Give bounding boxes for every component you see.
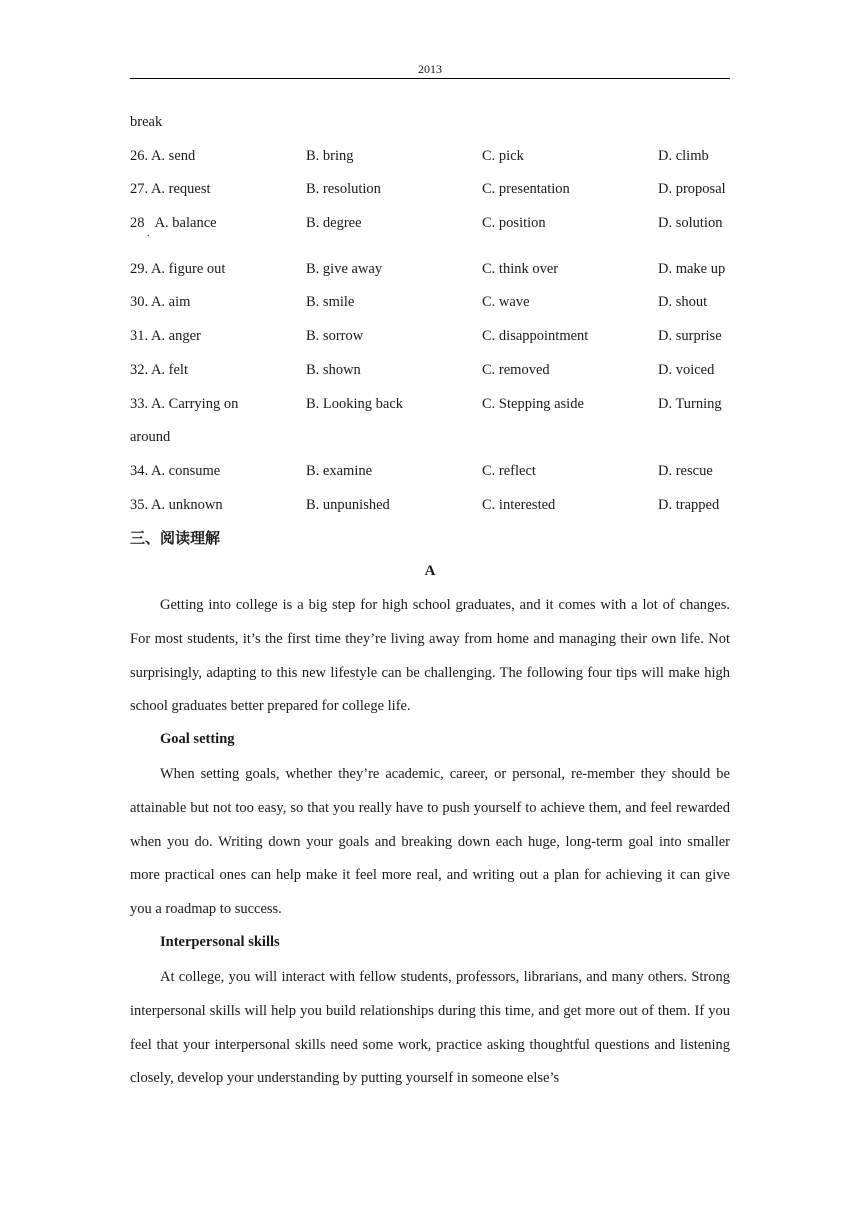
stray-dot-mark: . xyxy=(147,228,150,239)
option-d: D. make up xyxy=(658,261,726,277)
option-c: C. reflect xyxy=(482,463,536,479)
heading-interpersonal-skills: Interpersonal skills xyxy=(160,934,280,950)
question-number-option-a: 33. A. Carrying on xyxy=(130,396,239,412)
question-wrap-line: around xyxy=(130,429,171,445)
option-d: D. climb xyxy=(658,148,709,164)
option-b: B. shown xyxy=(306,362,361,378)
option-c: C. disappointment xyxy=(482,328,589,344)
option-b: B. give away xyxy=(306,261,383,277)
question-number-option-a: 31. A. anger xyxy=(130,328,201,344)
option-c: C. think over xyxy=(482,261,559,277)
option-b: B. degree xyxy=(306,215,362,231)
goal-setting-paragraph: When setting goals, whether they’re academic, career, or personal, re-member they should be attainable but not too easy, so that you really have to push yourself to achieve them, and feel rewarded when you do. Writing down your goals and breaking down each huge, long-term goal into smaller more practical ones can help make it feel more real, and writing out a plan for achieving it can give you a roadmap to success. xyxy=(130,766,730,918)
option-d: D. Turning xyxy=(658,396,722,412)
option-b: B. unpunished xyxy=(306,497,390,513)
option-d: D. surprise xyxy=(658,328,722,344)
passage-label: A xyxy=(424,563,436,579)
option-d: D. solution xyxy=(658,215,723,231)
option-b: B. Looking back xyxy=(306,396,404,412)
option-b: B. examine xyxy=(306,463,373,479)
option-b: B. smile xyxy=(306,294,355,310)
carryover-line: break xyxy=(130,114,163,130)
option-c: C. position xyxy=(482,215,546,231)
question-number-option-a: 29. A. figure out xyxy=(130,261,226,277)
section-title: 三、阅读理解 xyxy=(130,529,221,547)
question-number-option-a: 32. A. felt xyxy=(130,362,188,378)
interpersonal-skills-paragraph: At college, you will interact with fellow students, professors, librarians, and many others. Strong interpersonal skills will help you build relationships during this time, and get more out of them. If you feel that your interpersonal skills need some work, practice asking thoughtful questions and listening closely, develop your understanding by putting yourself in someone else’s xyxy=(130,969,730,1087)
question-number-option-a: 30. A. aim xyxy=(130,294,191,310)
question-number-option-a: 26. A. send xyxy=(130,148,196,164)
option-d: D. shout xyxy=(658,294,708,310)
option-b: B. sorrow xyxy=(306,328,364,344)
option-c: C. presentation xyxy=(482,181,570,197)
header-rule xyxy=(130,78,730,79)
question-number-option-a: 34. A. consume xyxy=(130,463,221,479)
option-c: C. wave xyxy=(482,294,530,310)
option-d: D. proposal xyxy=(658,181,726,197)
page-header-year: 2013 xyxy=(418,62,442,76)
option-c: C. interested xyxy=(482,497,556,513)
option-b: B. resolution xyxy=(306,181,381,197)
option-c: C. Stepping aside xyxy=(482,396,584,412)
heading-goal-setting: Goal setting xyxy=(160,731,235,747)
option-d: D. rescue xyxy=(658,463,713,479)
option-b: B. bring xyxy=(306,148,354,164)
option-c: C. removed xyxy=(482,362,550,378)
question-number-option-a: 28 A. balance xyxy=(130,215,217,231)
option-d: D. trapped xyxy=(658,497,720,513)
question-number-option-a: 27. A. request xyxy=(130,181,211,197)
option-d: D. voiced xyxy=(658,362,715,378)
passage-intro-paragraph: Getting into college is a big step for high school graduates, and it comes with a lot of changes. For most students, it’s the first time they’re living away from home and managing their own life. Not surprisingly, adapting to this new lifestyle can be challenging. The following four tips will make high school graduates better prepared for college life. xyxy=(130,597,730,715)
option-c: C. pick xyxy=(482,148,524,164)
question-number-option-a: 35. A. unknown xyxy=(130,497,223,513)
